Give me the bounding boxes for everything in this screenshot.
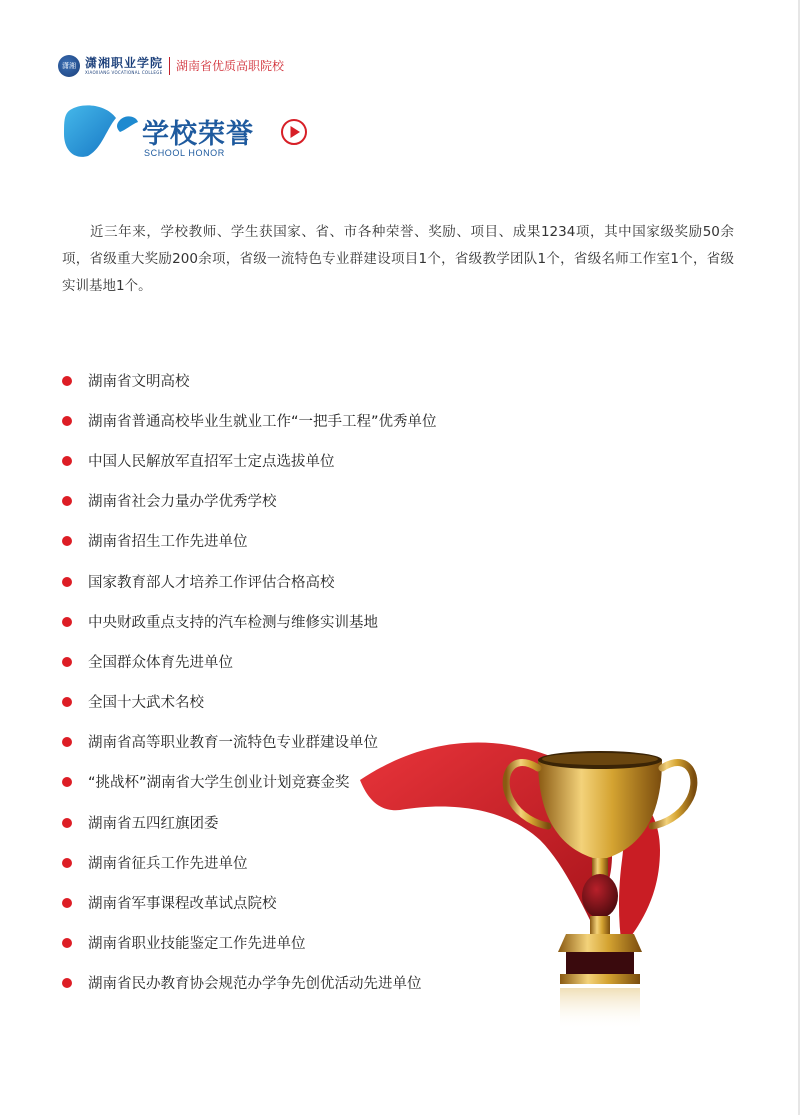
list-item (62, 682, 437, 722)
play-circle-icon (280, 118, 308, 146)
honor-text: 湖南省招生工作先进单位 (88, 534, 248, 551)
header-tagline: 湖南省优质高职院校 (176, 59, 285, 73)
list-item (62, 882, 437, 922)
bullet-dot-icon (62, 376, 72, 386)
bullet-dot-icon (62, 818, 72, 828)
list-item (62, 722, 437, 762)
bullet-dot-icon (62, 978, 72, 988)
honor-text: 湖南省五四红旗团委 (88, 815, 219, 832)
bullet-dot-icon (62, 496, 72, 506)
honor-text: 湖南省军事课程改革试点院校 (88, 896, 277, 913)
intro-paragraph: 近三年来，学校教师、学生获国家、省、市各种荣誉、奖励、项目、成果1234项，其中国家级奖励50余项，省级重大奖励200余项，省级一流特色专业群建设项目1个，省级教学团队1个，省级名师工作室1个，省级实训基地1个。 (62, 223, 734, 294)
honor-text: 湖南省普通高校毕业生就业工作“一把手工程”优秀单位 (88, 413, 437, 430)
honor-text: 中国人民解放军直招军士定点选拔单位 (88, 453, 335, 470)
list-item (62, 400, 437, 440)
list-item (62, 561, 437, 601)
bullet-dot-icon (62, 577, 72, 587)
bullet-dot-icon (62, 456, 72, 466)
bullet-dot-icon (62, 938, 72, 948)
page-header (58, 53, 284, 79)
list-item (62, 440, 437, 480)
list-item (62, 923, 437, 963)
bullet-dot-icon (62, 416, 72, 426)
honor-text: 全国群众体育先进单位 (88, 654, 233, 671)
honors-list (62, 360, 437, 1003)
honor-text: 湖南省文明高校 (88, 373, 190, 390)
section-title: 学校荣誉 (142, 119, 254, 150)
list-item (62, 481, 437, 521)
list-item (62, 601, 437, 641)
list-item (62, 762, 437, 802)
honor-text: 国家教育部人才培养工作评估合格高校 (88, 574, 335, 591)
honor-text: 中央财政重点支持的汽车检测与维修实训基地 (88, 614, 378, 631)
bullet-dot-icon (62, 777, 72, 787)
bullet-dot-icon (62, 858, 72, 868)
bullet-dot-icon (62, 697, 72, 707)
bullet-dot-icon (62, 657, 72, 667)
section-subtitle: SCHOOL HONOR (144, 148, 225, 158)
college-emblem-icon: 潇湘 (58, 55, 80, 77)
list-item (62, 360, 437, 400)
header-divider (169, 57, 170, 75)
list-item (62, 802, 437, 842)
bullet-dot-icon (62, 737, 72, 747)
honor-text: 湖南省职业技能鉴定工作先进单位 (88, 936, 306, 953)
brand-wave-icon (62, 100, 142, 164)
honor-text: 湖南省高等职业教育一流特色专业群建设单位 (88, 735, 378, 752)
section-title-block (62, 100, 322, 164)
list-item (62, 521, 437, 561)
college-logo (85, 57, 163, 76)
honor-text: “挑战杯”湖南省大学生创业计划竞赛金奖 (88, 775, 350, 792)
honor-text: 全国十大武术名校 (88, 695, 204, 712)
list-item (62, 641, 437, 681)
honor-text: 湖南省征兵工作先进单位 (88, 855, 248, 872)
honor-text: 湖南省社会力量办学优秀学校 (88, 494, 277, 511)
bullet-dot-icon (62, 898, 72, 908)
college-name: 潇湘职业学院 (85, 55, 164, 70)
list-item (62, 842, 437, 882)
bullet-dot-icon (62, 617, 72, 627)
list-item (62, 963, 437, 1003)
college-english-name: XIAOXIANG VOCATIONAL COLLEGE (85, 69, 163, 75)
honor-text: 湖南省民办教育协会规范办学争先创优活动先进单位 (88, 976, 422, 993)
bullet-dot-icon (62, 536, 72, 546)
